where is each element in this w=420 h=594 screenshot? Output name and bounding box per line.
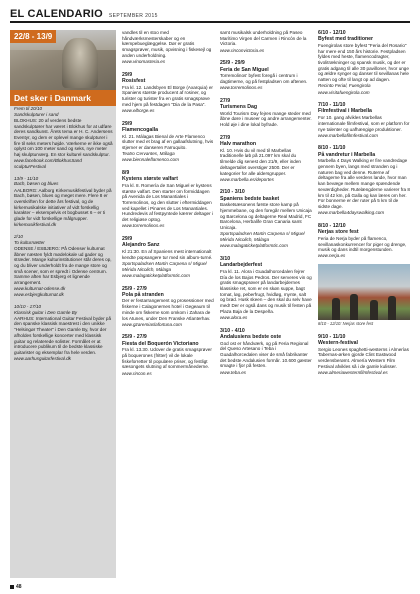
photo-caption: 8/10 - 12/10: Nerjas store fest — [318, 321, 374, 327]
event-url[interactable]: www.torremolinos.es — [122, 223, 165, 229]
photo-figure — [370, 300, 378, 320]
statue-figure — [62, 38, 98, 88]
event-title: Nerjas store fest — [318, 229, 359, 236]
event-date: 25/9 - 27/9 — [122, 285, 147, 292]
photo-figure — [332, 298, 340, 320]
event-body: World Tourism Day fejres mange steder med åbne døre i museer og andre arrangementer. Hold øje i dine lokal byfrade. — [220, 110, 312, 128]
event-url[interactable]: www.malagaticketplatformtic.com — [122, 272, 190, 278]
event-body: vandles til en stoo med håndværksmesterskaber og en kæmpebueglæggelse. Dør er gratis smagsprøver, musik, opvisning i fiskesejl og anden underholdning. — [122, 30, 212, 58]
entry-date: 2/10 — [14, 234, 23, 240]
event-venue: Sportspaladsen Martin Carpena s/ Miguel Mérida Nicolich, Málaga — [122, 260, 207, 272]
entry-body: ODENSE / ESBJERG: På Odenser kulturnat åbner næsten fyldt mødelokale ud gader og stræder. Mange kulturinstitutioner står deres op, og du bliver underholdt fra de mange store og små scener, som er spredt i Odense centrum. Samme aften har Esbjerg et lignende arrangement. — [14, 245, 112, 286]
event-url[interactable]: www.nerja.es — [318, 253, 346, 259]
event-url[interactable]: www.rinconvictoria.es — [220, 47, 265, 53]
event-date: 3/10 — [220, 256, 231, 262]
entry-date: 13/9 - 11/10 — [14, 175, 39, 181]
event-body: Marbella 4 Days Walking er fire vandredage gennem byen, langs med stranden og i naturen bag ved denne. Ruterne af deltagerne fra alle verdens lande, hvor man kan bevæge mellem mange spændende seværdigheder. Rutelængderne varierer fra 8 km til 42 km, på Galla og kan læres om her. For bonnerne er der ruter på 5 km til de sidste dage. — [318, 158, 410, 209]
event-body: For 10. gang afvikles Marbellas internationale filmfestival, som er platform for nye talenter og uafhængige produktioner. — [318, 115, 410, 132]
entry-date: Frem til 20/10 — [14, 106, 43, 111]
event-title: Flamencogalla — [122, 126, 159, 133]
event-body: God ost er håndværk, og på Feria Regional del Queso Artesano i Teba i Guadalhorcedalen viser de små fabrikanter det bedste Andalusien formår. 10.600 gæster smagte i fjor på festen. — [220, 340, 312, 369]
nerja-festival-photo — [318, 264, 410, 320]
event-url[interactable]: www.marbellafilmfestival.com — [318, 132, 378, 138]
event-date: 6/10 - 12/10 — [318, 30, 346, 36]
event-date: 27/9 — [220, 97, 231, 104]
event-venue: Teatro Cervantes, Málaga — [122, 151, 175, 157]
photo-figure — [388, 296, 396, 320]
event-body: Fra kl. 13.30. Udover de gratis smagsprøver på boquerones (fritter) vil de lokale fiskeforretter til populære priser, og festligt sæsongets slutning af sommermånederne. — [122, 347, 212, 370]
event-date: 2/10 - 3/10 — [220, 189, 245, 196]
event-body: Basketsæsonens første store kamp på hjemmebane, og den foregår mellem Unicaja og Barcelona og deltagerne Real Madrid, FC Barcelona, Herbalife Gran Canaria samt Unicaja. — [220, 202, 312, 231]
event-title: Filmfestival i Marbella — [318, 108, 372, 115]
event-body: samt musikalsk underholdning på Paseo Marítimo Virgen del Carmen i Rincón de la Victoria. — [220, 30, 307, 47]
entry-head: Bach, bøsen og blues — [14, 181, 59, 187]
event-body: Der er festarrangement og prosessioner med fiskerne i Calagonernes hotel i Gegeaum til minde om fiskerne som omkom i Zahara de los Atunes, under Den Franske Atlanterhav. — [122, 298, 214, 321]
event-url[interactable]: www.marbella.es/deportes — [220, 176, 274, 182]
event-date: 9/10 - 11/10 — [318, 333, 346, 340]
event-title: Halv marathon — [220, 141, 257, 148]
event-date: 8/10 - 12/10 — [318, 222, 346, 229]
event-url[interactable]: www.rincon.es — [122, 370, 152, 376]
event-venue: Recinto Ferial, Fuengirola — [318, 83, 371, 89]
footer-square-icon — [10, 585, 14, 589]
event-title: Western-festival — [318, 340, 358, 347]
events-column-2 — [122, 30, 214, 376]
event-url[interactable]: www.alora.es — [220, 315, 248, 321]
event-date: 25/9 - 27/9 — [122, 334, 147, 341]
event-body: Feria de Nerja byder på flamenco, sevillanaskonkurrencer for piger og drenge, musik og dans indtil morgenstunden. — [318, 235, 407, 253]
event-title: Rosisfest — [122, 77, 146, 84]
entry-date: 10/10 - 17/10 — [14, 303, 42, 309]
event-title: Alejandro Sanz — [122, 242, 160, 249]
event-body: Kl. 21. Málagas Bienal de Arte Flamenco slutter med et brag af en gallaafslutning, hvis stjerner er danseren Farruquito. — [122, 133, 214, 150]
entry-url[interactable]: www.facebook.com/BlokhusSand sculpturFestival — [14, 158, 82, 170]
event-url[interactable]: www.gzaremiaslafortuna.com — [122, 321, 182, 327]
event-url[interactable]: www.biennaleflamenco.com — [122, 157, 179, 163]
event-url[interactable]: www.malagaticketplatformtic.com — [220, 243, 288, 249]
page-title: EL CALENDARIO — [10, 8, 103, 20]
events-column-4 — [318, 30, 410, 376]
event-title: Kystens største valfart — [122, 176, 178, 183]
event-title: På vandretur i Marbella — [318, 151, 376, 158]
events-column-3 — [220, 30, 312, 375]
page-number: 48 — [16, 584, 22, 590]
event-title: Spaniens bedste basket — [220, 195, 280, 202]
entry-body: AALBORG: Aalborg Kirkemusikfestival byder på Bach, bøsen, blues og meget mere. Flere 8 er overskriften for dette års festival, og de kirkemusikalske initiativer af vidt forskellig karakter – eksempelvis et bogbusset 6 – er ti glade for vidt forskellige målgrupper. — [14, 187, 112, 222]
event-title: Feria de San Miguel — [220, 66, 269, 73]
event-date: 7/10 - 11/10 — [318, 102, 346, 109]
event-date: 29/9 — [122, 120, 133, 127]
event-body: Sergio Leones spaghetti-westerns i Almerías Tabernas-ørken gjorde Clint Eastwood verdensberømt. Almería Western Film Festival afvikles så i de gamle kulisser. — [318, 346, 409, 369]
entry-url[interactable]: www.kulturnat-odense.dk www.esbjergkulturnat.dk — [14, 286, 66, 298]
event-date: 29/9 — [122, 236, 133, 243]
event-body: Kl 21:30. En af Spaniens mest internationalt kendte popsangere tur med sin album-turné. — [122, 249, 213, 260]
page-header — [10, 7, 410, 23]
event-body: Fuengirolas store byfest "Feria del Rosario" har mere end 150 års historie. Festpladsen fyldes med heste, flamencodragter, tivolitrækninger og spansk musik, og der er gratis adgang til alle 30 pavilloner, hvor unge og ældre synger og danser til sevillanas hele natten og ofte til langt op ad dagen. — [318, 42, 409, 83]
event-date: 8/9 — [122, 170, 130, 177]
entry-url[interactable]: kirkemusikfestival.dk — [14, 222, 57, 228]
event-body: Torremolinos' byfest foregå i centrum i dagtimerne, og på festpladsen om aftenen. — [220, 73, 308, 84]
event-date: 3/10 - 4/10 — [220, 327, 245, 334]
event-url[interactable]: www.marbella4dayswalking.com — [318, 210, 385, 216]
sidebar-entries — [14, 106, 113, 362]
event-title: Turismens Dag — [220, 104, 258, 111]
entry-head: Sandskulpturer i sand — [14, 111, 59, 117]
event-title: Andalusiens bedste oste — [220, 333, 282, 340]
entry-url[interactable]: www.aarhusguitarfestival.dk — [14, 356, 71, 362]
event-title: Fiesta del Boquerón Victoriano — [122, 340, 199, 347]
event-url[interactable]: www.visitafuengirola.com — [318, 89, 370, 95]
entry-body: BLOKHUS: 20 af verdens bedste sandskulptører har været i Blokhus for at udføre deres sandkunst. Årets tema er H. C. Andersens Eventyr, og dem er oplevel mange skulpturer i fire til seks meters højde. Værkerne er ikke også oplyst om 100 meter sand og seks, nye meter høj skulpturværg. En stor kulturel sandskulptur. — [14, 117, 113, 158]
entry-head: To kulturnætter — [14, 239, 45, 245]
event-url[interactable]: www.almeriawesternfilmfestival.es — [318, 370, 388, 376]
event-title: Pola på stranden — [122, 291, 164, 298]
sidebar-title: Det sker i Danmark — [10, 90, 116, 106]
event-body: Fra kl. 8. Romería de San Miguel er kystens største valfart. Den starter om formiddagen på Avenida de Los Manantiales i Torremolinos, og den slutter i eftermiddagen ved kapellet i Pinares de Los Manantiales. Hundredevis af festpyntede kærrer deltager i det religiøse optog. — [122, 182, 213, 223]
event-venue: Sportspaladsen Martin Carpena s/ Miguel Mérida Nicolich, Málaga — [220, 231, 305, 243]
photo-figure — [350, 294, 358, 320]
denmark-sidebar — [10, 30, 116, 578]
page-footer — [10, 584, 22, 590]
event-url[interactable]: www.elborge.es — [122, 107, 155, 113]
event-url[interactable]: www.torremolinos.es — [220, 85, 263, 91]
event-date: 8/10 - 11/10 — [318, 145, 346, 152]
event-body: Fra kl. 11. Alora i Guadalhorcedalen fejrer Día de los Bajos Pedros. Der serveres vin og gratis smagsprøver på landarbejdernes klassiske ret, som er en skøn suppe, bagt tomat, løg, peberfrugt, hvidløg, mynte, salt og brød. Husk skeen – den skal du selv have med! Der er også dans og musik til festen på Plaza Baja de la Despeña. — [220, 268, 312, 314]
event-body: Kl. 10. Hvis du vil med til Marbellas traditionelle løb på 21.097 km skal du tilmelde dig senest den 21/9, eller inden deltagertallet overstiger 2500. Der er kategorier for alle aldersgrupper. — [220, 147, 301, 176]
entry-head: Klassisk guitar i Den Gamle By — [14, 309, 78, 315]
event-url[interactable]: www.vinomasteria.es — [122, 59, 166, 65]
issue-date: SEPTEMBER 2015 — [108, 13, 158, 19]
sidebar-date-badge: 22/8 - 13/9 — [10, 30, 56, 43]
event-date: 29/9 — [122, 71, 133, 78]
event-url[interactable]: www.teba.es — [220, 369, 247, 375]
event-title: Landarbejderfest — [220, 262, 263, 269]
entry-body: AARHUS: International Guitar Festival byder på den spanske klassisk maestrest i den unikke "Helsingør Theater" i Den Gamle By, hvor der afholdes forskellige koncerter med klassisk guitar og relaterede solister. Formålet er at introducere publikum til de bedste klassiske guitarister og eksemplar fra hele verden. — [14, 315, 112, 355]
event-title: Byfest med traditioner — [318, 36, 374, 43]
event-body: Fra kl. 12. Landsbyen El Borge (Axarquia) er Spaniens største producent af rosiner, og turister og turister fra en gratis smagsprøve med hjem på festdagen "Dia de la Pasa". — [122, 84, 213, 107]
event-date: 27/9 — [220, 134, 231, 141]
event-date: 25/9 - 29/9 — [220, 60, 245, 67]
